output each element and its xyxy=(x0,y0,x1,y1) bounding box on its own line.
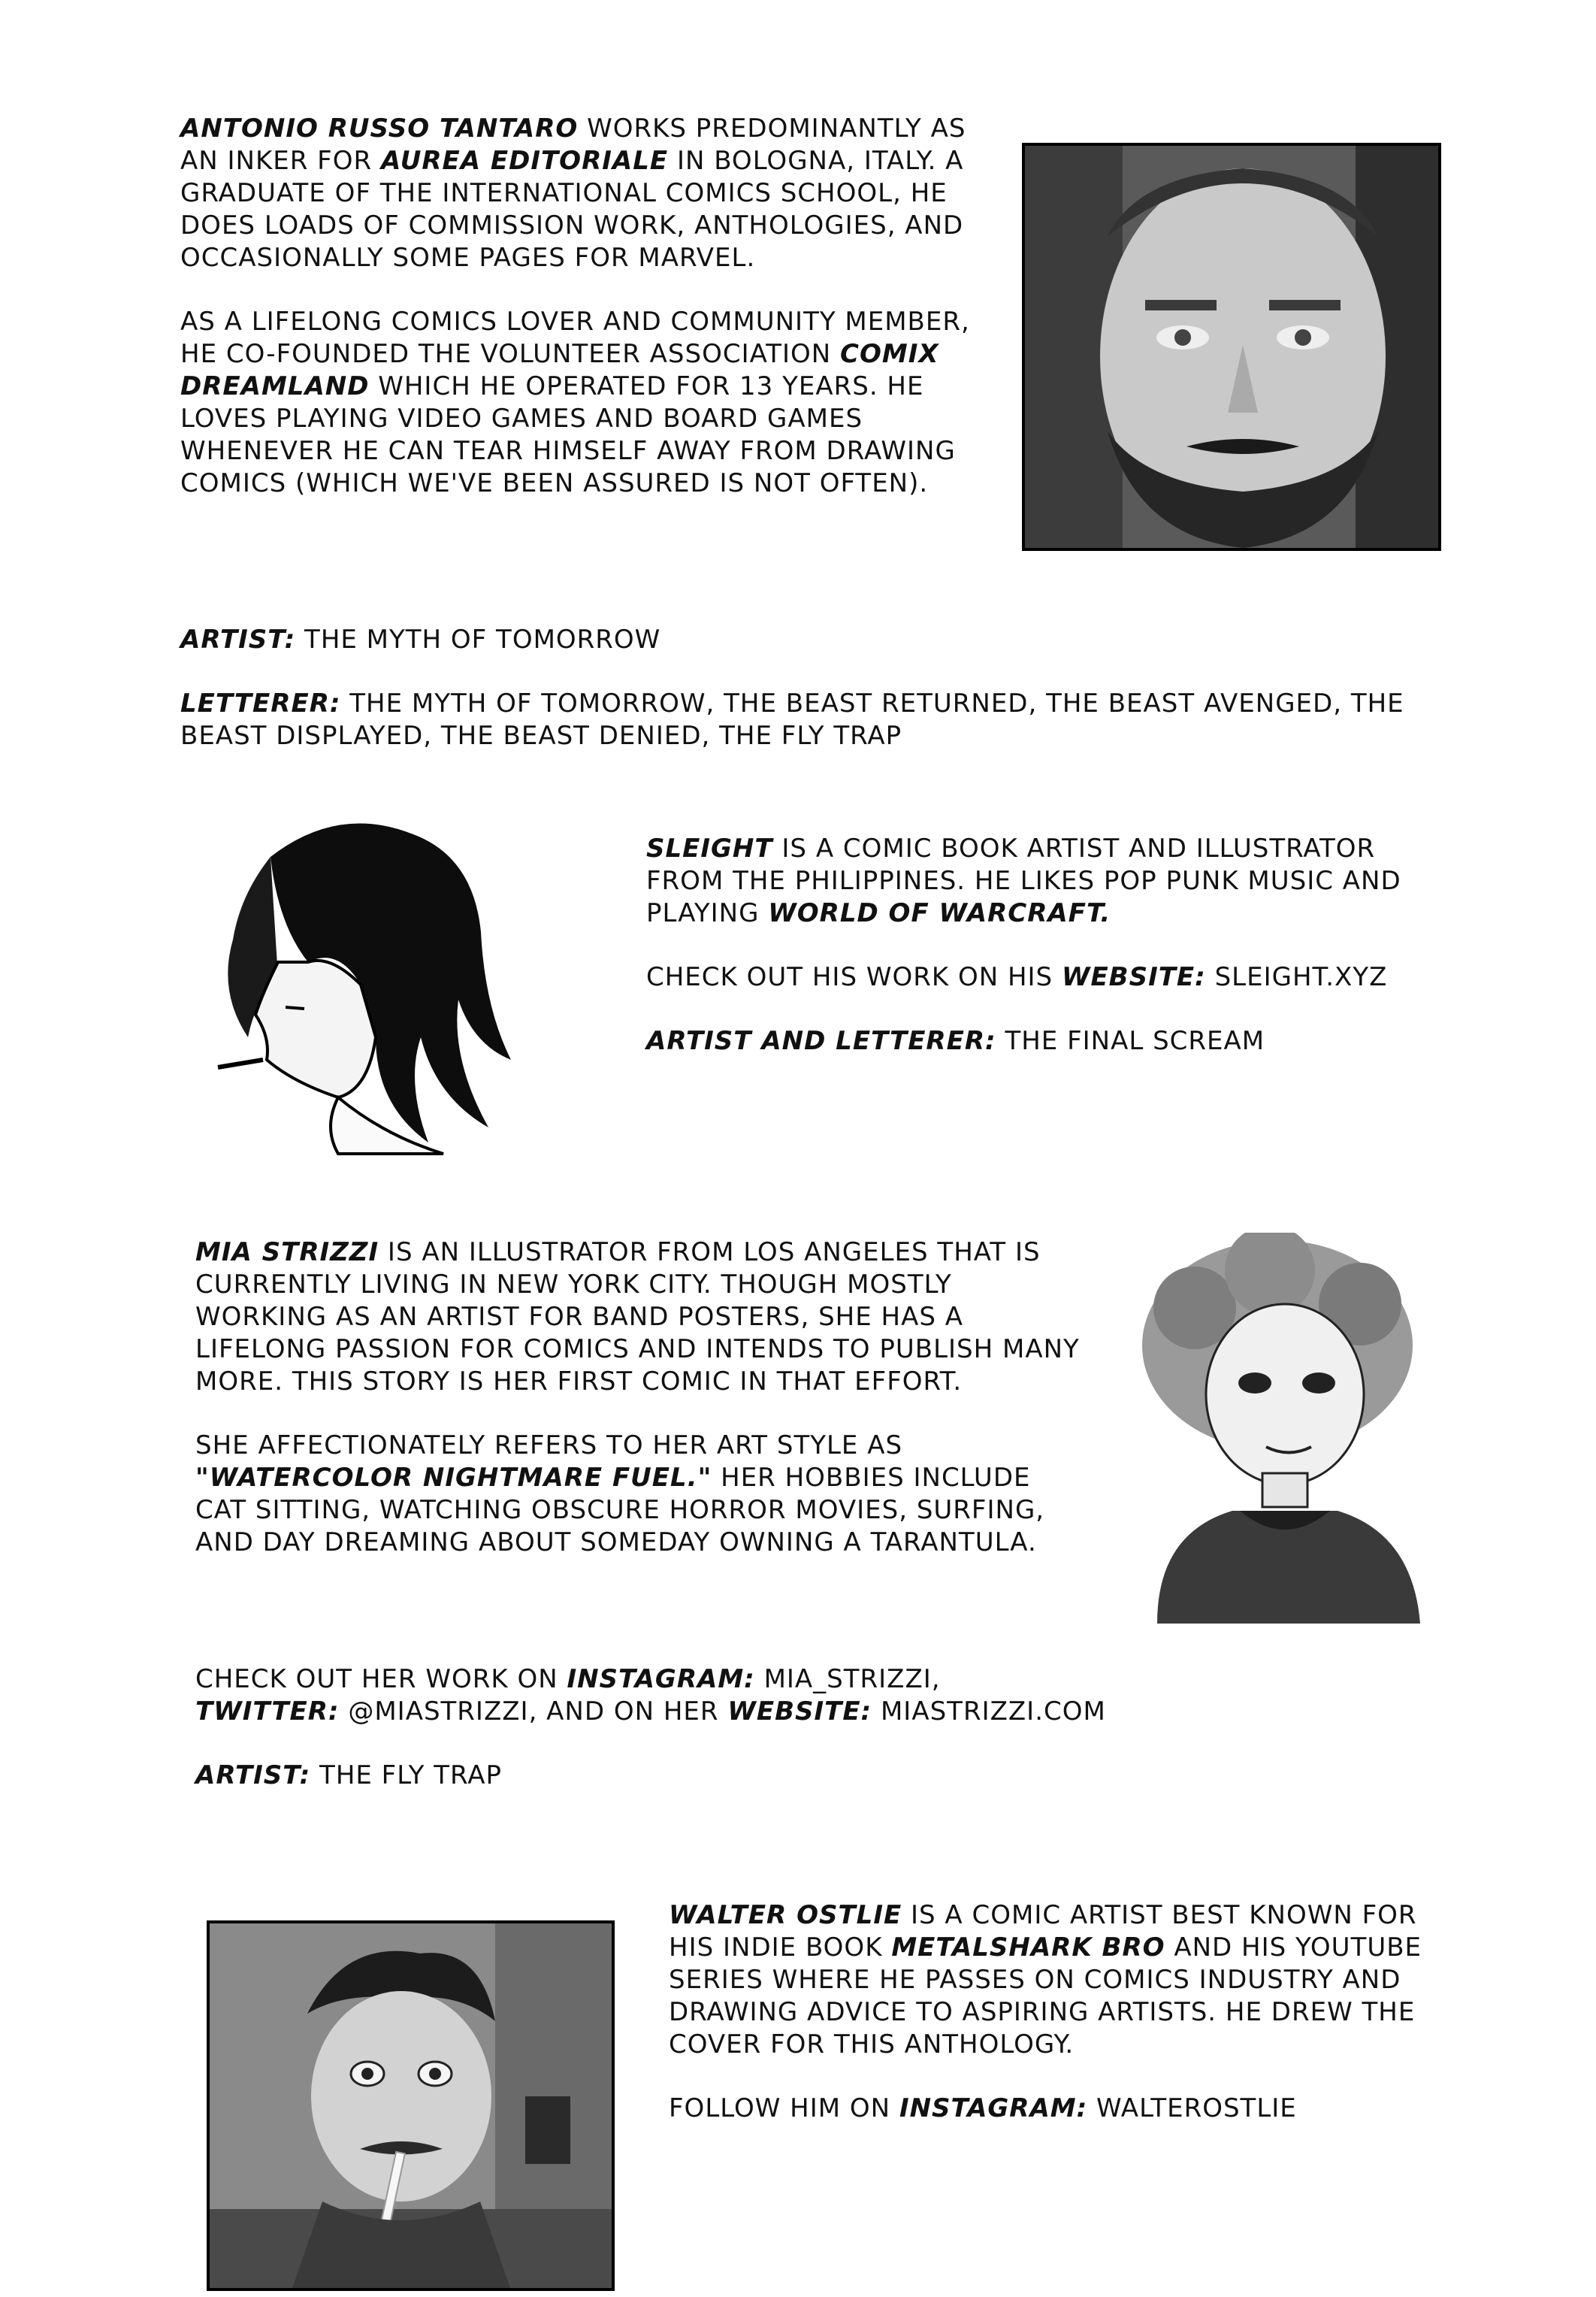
watercolor-illustration xyxy=(1127,1233,1450,1624)
instagram-handle[interactable]: MIA_STRIZZI, xyxy=(763,1664,941,1694)
website-link[interactable]: MIASTRIZZI.COM xyxy=(880,1696,1106,1727)
portrait-illustration xyxy=(1025,146,1438,548)
credit-line: ARTIST AND LETTERER: THE FINAL SCREAM xyxy=(646,1026,1265,1056)
antonio-portrait-photo xyxy=(1022,143,1441,551)
bio-mia-text xyxy=(195,1236,1082,1559)
bio-mia-socials: CHECK OUT HER WORK ON INSTAGRAM: MIA_STRIZZI, TWITTER: @MIASTRIZZI, AND ON HER WEBSITE: MIASTRIZZI.COM xyxy=(195,1664,1106,1727)
walter-portrait-photo xyxy=(207,1920,615,2291)
bio-mia-style: SHE AFFECTIONATELY REFERS TO HER ART STYLE AS "WATERCOLOR NIGHTMARE FUEL." HER HOBBIES INCLUDE CAT SITTING, WATCHING OBSCURE HORROR MOVIES, SURFING, AND DAY DREAMING ABOUT SOMEDAY OWNING A TARANTULA. xyxy=(195,1430,1045,1557)
instagram-handle[interactable]: WALTEROSTLIE xyxy=(1096,2093,1297,2123)
bio-antonio-community: AS A LIFELONG COMICS LOVER AND COMMUNITY MEMBER, HE CO-FOUNDED THE VOLUNTEER ASSOCIATION COMIX DREAMLAND WHICH HE OPERATED FOR 13 YEARS. HE LOVES PLAYING VIDEO GAMES AND BOARD GAMES WHENEVER HE CAN TEAR HIMSELF AWAY FROM DRAWING COMICS (WHICH WE'VE BEEN ASSURED IS NOT OFTEN). xyxy=(180,307,970,498)
game-title: WORLD OF WARCRAFT. xyxy=(768,898,1111,928)
bio-mia-links xyxy=(195,1663,1473,1792)
artist-name: WALTER OSTLIE xyxy=(669,1900,902,1930)
credit-line: ARTIST: THE FLY TRAP xyxy=(195,1760,503,1790)
bio-antonio-intro: ANTONIO RUSSO TANTARO WORKS PREDOMINANTLY AS AN INKER FOR AUREA EDITORIALE IN BOLOGNA, ITALY. A GRADUATE OF THE INTERNATIONAL COMICS SCHOOL, HE DOES LOADS OF COMMISSION WORK, ANTHOLOGIES, AND OCCASIONALLY SOME PAGES FOR MARVEL. xyxy=(180,113,966,273)
association-name: COMIX DREAMLAND xyxy=(180,339,939,401)
bio-walter-intro: WALTER OSTLIE IS A COMIC ARTIST BEST KNOWN FOR HIS INDIE BOOK METALSHARK BRO AND HIS YOUTUBE SERIES WHERE HE PASSES ON COMICS INDUSTRY AND DRAWING ADVICE TO ASPIRING ARTISTS. HE DREW THE COVER FOR THIS ANTHOLOGY. xyxy=(669,1900,1422,2059)
bio-sleight-text xyxy=(646,833,1443,1058)
bio-sleight-website: CHECK OUT HIS WORK ON HIS WEBSITE: SLEIGHT.XYZ xyxy=(646,962,1388,992)
portrait-illustration xyxy=(210,1923,612,2288)
bio-walter-text xyxy=(669,1899,1465,2125)
bio-antonio-text xyxy=(180,113,992,500)
publisher-name: AUREA EDITORIALE xyxy=(380,146,669,176)
credit-line: LETTERER: THE MYTH OF TOMORROW, THE BEAST RETURNED, THE BEAST AVENGED, THE BEAST DISPLAYED, THE BEAST DENIED, THE FLY TRAP xyxy=(180,688,1404,751)
artist-name: MIA STRIZZI xyxy=(195,1237,379,1267)
bio-sleight-intro: SLEIGHT IS A COMIC BOOK ARTIST AND ILLUSTRATOR FROM THE PHILIPPINES. HE LIKES POP PUNK MUSIC AND PLAYING WORLD OF WARCRAFT. xyxy=(646,834,1401,928)
bio-mia-intro: MIA STRIZZI IS AN ILLUSTRATOR FROM LOS ANGELES THAT IS CURRENTLY LIVING IN NEW YORK CITY. THOUGH MOSTLY WORKING AS AN ARTIST FOR BAND POSTERS, SHE HAS A LIFELONG PASSION FOR COMICS AND INTENDS TO PUBLISH MANY MORE. THIS STORY IS HER FIRST COMIC IN THAT EFFORT. xyxy=(195,1237,1080,1397)
credit-line: ARTIST: THE MYTH OF TOMORROW xyxy=(180,625,661,655)
website-link[interactable]: SLEIGHT.XYZ xyxy=(1214,962,1388,992)
artist-name: ANTONIO RUSSO TANTARO xyxy=(180,113,579,144)
mia-watercolor-portrait xyxy=(1127,1233,1450,1624)
bio-walter-social: FOLLOW HIM ON INSTAGRAM: WALTEROSTLIE xyxy=(669,2093,1297,2123)
book-title: METALSHARK BRO xyxy=(891,1932,1165,1963)
bio-antonio-credits xyxy=(180,624,1458,752)
sketch-illustration xyxy=(188,812,564,1158)
sleight-ink-sketch xyxy=(188,812,564,1158)
art-style-quote: "WATERCOLOR NIGHTMARE FUEL." xyxy=(195,1463,712,1493)
artist-name: SLEIGHT xyxy=(646,834,773,864)
